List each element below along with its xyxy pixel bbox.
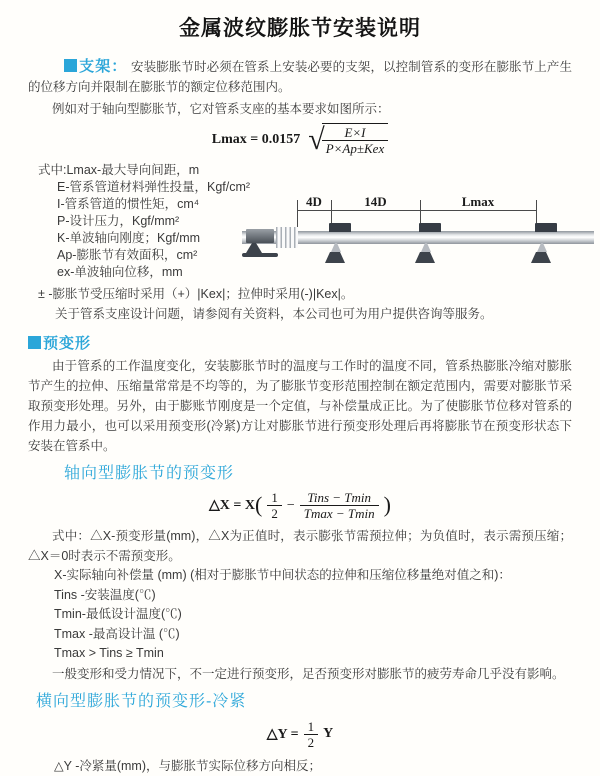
- minus-sign: −: [287, 498, 295, 514]
- axial-definition-line: Tmax > Tins ≥ Tmin: [28, 644, 572, 664]
- axial-definition-line: Tmin-最低设计温度(℃): [28, 605, 572, 625]
- guide-saddle: [331, 243, 341, 252]
- dimension-tick: [536, 200, 537, 225]
- sqrt-expression: [308, 123, 388, 156]
- axial-definition-line: Tins -安装温度(℃): [28, 586, 572, 606]
- dimension-label-14d: 14D: [331, 194, 420, 210]
- predeform-section-heading: [28, 332, 600, 353]
- definition-line: 式中:Lmax-最大导向间距，m: [38, 162, 600, 179]
- support-intro-paragraph: [28, 57, 572, 97]
- definition-line: K-单波轴向刚度；Kgf/mm: [38, 230, 600, 247]
- axial-definition-line: Tmax -最高设计温 (℃): [28, 625, 572, 645]
- formula-dy-lhs: △Y =: [267, 726, 299, 743]
- formula-delta-y: [0, 719, 600, 750]
- anchor-block: [246, 229, 274, 243]
- guide-base: [325, 252, 345, 263]
- sqrt-body: [322, 123, 389, 156]
- anchor-pedestal: [246, 243, 262, 253]
- temperature-fraction: [300, 490, 379, 521]
- support-heading-label: 支架：: [79, 58, 127, 75]
- formula-lmax: [0, 123, 600, 156]
- support-example-paragraph: 例如对于轴向型膨胀节，它对管系支座的基本要求如图所示：: [28, 99, 572, 119]
- definition-line: Ap-膨胀节有效面积，cm²: [38, 247, 600, 264]
- one-half-fraction: [267, 490, 282, 521]
- fraction-denominator: 2: [267, 506, 282, 521]
- formula-lmax-lhs: Lmax = 0.0157: [212, 132, 300, 148]
- pipe-support-diagram: [240, 196, 596, 288]
- dimension-label-4d: 4D: [297, 194, 331, 210]
- predeform-body-paragraph: 由于管系的工作温度变化，安装膨胀节时的温度与工作时的温度不同，管系热膨胀冷缩对膨胀节产生的拉伸、压缩量常常是不均等的，为了膨胀节变形范围控制在额定范围内，需要对膨胀节采取预变形处理。另外，由于膨账节刚度是一个定值，与补偿量成正比。为了使膨胀节位移对管系的作用力最小，也可以采用预变形(冷紧)方让对膨胀节进行预变形处理后再将膨胀节在预变形状态下安装在管系中。: [28, 356, 572, 456]
- guide-saddle: [421, 243, 431, 252]
- section-marker-icon: [64, 59, 77, 72]
- support-section-heading: [64, 58, 127, 75]
- anchor-support: [244, 229, 278, 257]
- fraction-numerator: 1: [267, 490, 282, 506]
- dimension-line: [297, 210, 536, 211]
- formula-dy-rhs: Y: [323, 726, 333, 742]
- axial-subheading: 轴向型膨胀节的预变形: [64, 460, 600, 483]
- formula-lmax-fraction: [322, 125, 389, 156]
- lateral-definition-list: [28, 757, 572, 776]
- one-half-fraction: [304, 719, 319, 750]
- guide-base: [415, 252, 435, 263]
- fraction-denominator: 2: [304, 735, 319, 750]
- bellows-expansion-joint: [276, 227, 298, 248]
- guide-saddle: [537, 243, 547, 252]
- section-marker-icon: [28, 336, 41, 349]
- open-paren: (: [255, 494, 262, 516]
- fraction-numerator: 1: [304, 719, 319, 735]
- fraction-denominator: Tmax − Tmin: [300, 506, 379, 521]
- formula-dx-lhs: △X = X: [209, 497, 255, 514]
- fraction-numerator: Tins − Tmin: [300, 490, 379, 506]
- guide-clamp: [329, 223, 351, 232]
- formula-delta-x: [0, 490, 600, 521]
- fraction-denominator: P×Ap±Kex: [322, 141, 389, 156]
- axial-definition-line: X-实际轴向补偿量 (mm) (相对于膨胀节中间状态的拉伸和压缩位移量绝对值之和)：: [28, 566, 572, 586]
- lateral-subheading: 横向型膨胀节的预变形-冷紧: [36, 688, 600, 711]
- definition-line: E-管系管道材料弹性投量，Kgf/cm²: [38, 179, 600, 196]
- axial-note-line: 一般变形和受力情况下，不一定进行预变形，足否预变形对膨胀节的疲劳寿命几乎没有影响。: [28, 664, 572, 684]
- anchor-base: [242, 253, 278, 257]
- definition-line: 关于管系支座设计问题，请参阅有关资料，本公司也可为用户提供咨询等服务。: [38, 306, 600, 323]
- axial-explanation-paragraph: 式中：△X-预变形量(mm)，△X为正值时，表示膨张节需预拉伸；为负值时，表示需预压缩；△X＝0时表示不需预变形。: [28, 526, 572, 566]
- definition-line: I-管系管道的惯性矩，cm⁴: [38, 196, 600, 213]
- definition-line: P-设计压力，Kgf/mm²: [38, 213, 600, 230]
- fraction-numerator: E×I: [322, 125, 389, 141]
- sqrt-symbol-icon: √: [308, 125, 324, 155]
- definition-line: ± -膨胀节受压缩时采用（+）|Kex|；拉伸时采用(-)|Kex|。: [38, 286, 600, 303]
- guide-base: [531, 252, 551, 263]
- close-paren: ): [384, 494, 391, 516]
- lateral-definition-line: △Y -冷紧量(mm)，与膨胀节实际位移方向相反；: [28, 757, 572, 776]
- guide-clamp: [535, 223, 557, 232]
- definition-line: ex-单波轴向位移，mm: [38, 264, 600, 281]
- dimension-label-lmax: Lmax: [420, 194, 536, 210]
- predeform-heading-label: 预变形: [43, 335, 91, 352]
- axial-definitions-list: [28, 566, 572, 664]
- guide-clamp: [419, 223, 441, 232]
- support-intro-text: 安装膨胀节时必须在管系上安装必要的支架，以控制管系的变形在膨胀节上产生的位移方向并限制在膨胀节的额定位移范围内。: [28, 60, 572, 94]
- page-title: 金属波纹膨胀节安装说明: [0, 0, 600, 42]
